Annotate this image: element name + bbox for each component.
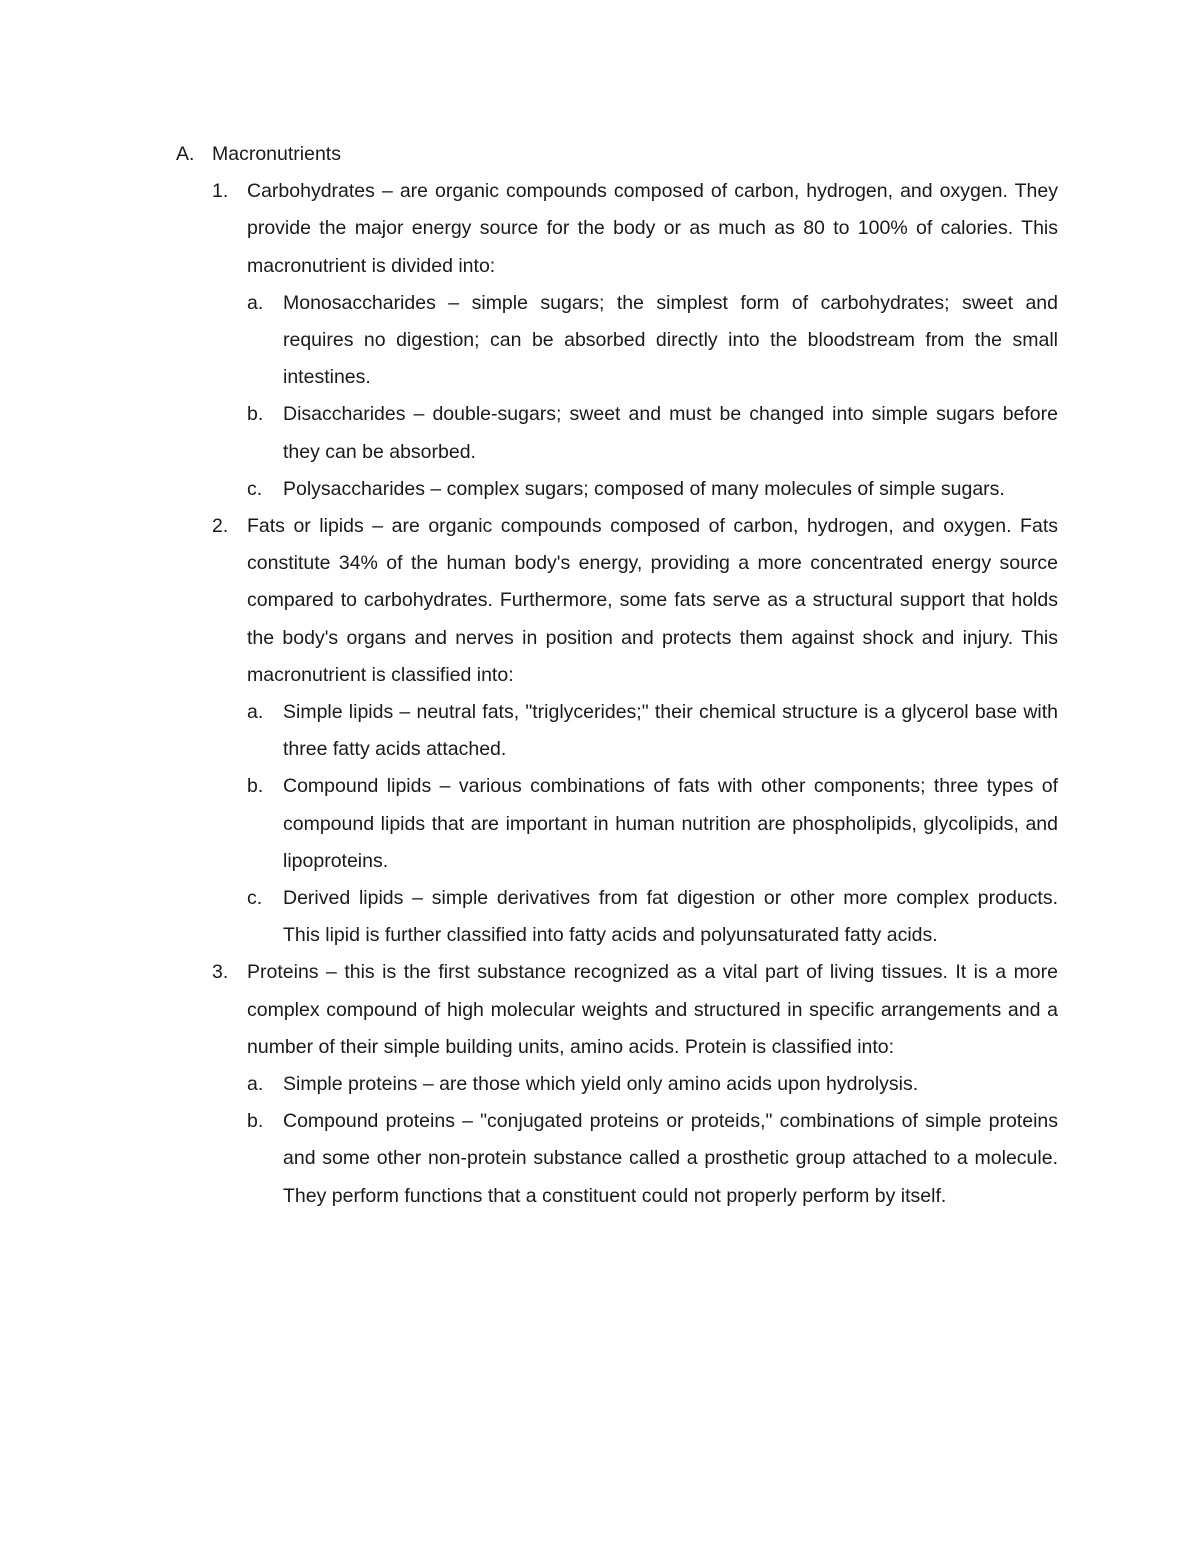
sublist-marker: a. bbox=[247, 701, 264, 724]
section-title: Macronutrients bbox=[212, 143, 341, 165]
list-item-carbohydrates bbox=[176, 173, 1058, 285]
list-item-proteins bbox=[176, 954, 1058, 1066]
sublist-item-simple-lipids bbox=[176, 694, 1058, 768]
sublist-item-text: Compound proteins – "conjugated proteins or proteids," combinations of simple proteins and some other non-protein substance called a prosthetic group attached to a molecule. They perform functions that a constituent could not properly perform by itself. bbox=[283, 1110, 1058, 1207]
list-marker: 2. bbox=[212, 515, 229, 538]
sublist-item-text: Disaccharides – double-sugars; sweet and must be changed into simple sugars before they can be absorbed. bbox=[283, 403, 1058, 463]
sublist-item-text: Simple lipids – neutral fats, "triglycerides;" their chemical structure is a glycerol base with three fatty acids attached. bbox=[283, 701, 1058, 761]
sublist-item-text: Polysaccharides – complex sugars; composed of many molecules of simple sugars. bbox=[283, 477, 1005, 500]
sublist-marker: c. bbox=[247, 477, 263, 500]
list-item-fats bbox=[176, 508, 1058, 694]
sublist-item-simple-proteins bbox=[176, 1066, 1058, 1103]
list-item-text: Fats or lipids – are organic compounds composed of carbon, hydrogen, and oxygen. Fats constitute 34% of the human body's energy, providing a more concentrated energy source compared to carbohydrates. Furthermore, some fats serve as a structural support that holds the body's organs and nerves in position and protects them against shock and injury. This macronutrient is classified into: bbox=[247, 515, 1058, 686]
list-item-text: Proteins – this is the first substance recognized as a vital part of living tissues. It is a more complex compound of high molecular weights and structured in specific arrangements and a number of their simple building units, amino acids. Protein is classified into: bbox=[247, 961, 1058, 1058]
list-marker: 1. bbox=[212, 180, 229, 203]
sublist-marker: b. bbox=[247, 403, 264, 426]
sublist-marker: c. bbox=[247, 887, 263, 910]
sublist-marker: b. bbox=[247, 775, 264, 798]
sublist-item-derived-lipids bbox=[176, 880, 1058, 954]
section-marker: A. bbox=[176, 143, 195, 165]
sublist-item-text: Compound lipids – various combinations of fats with other components; three types of compound lipids that are important in human nutrition are phospholipids, glycolipids, and lipoproteins. bbox=[283, 775, 1058, 872]
sublist-item-compound-lipids bbox=[176, 768, 1058, 880]
sublist-item-monosaccharides bbox=[176, 285, 1058, 397]
sublist-item-text: Derived lipids – simple derivatives from fat digestion or other more complex products. This lipid is further classified into fatty acids and polyunsaturated fatty acids. bbox=[283, 887, 1058, 947]
sublist-item-disaccharides bbox=[176, 396, 1058, 470]
sublist-marker: b. bbox=[247, 1110, 264, 1133]
sublist-item-text: Simple proteins – are those which yield only amino acids upon hydrolysis. bbox=[283, 1073, 919, 1096]
sublist-marker: a. bbox=[247, 1073, 264, 1096]
sublist-item-polysaccharides bbox=[176, 471, 1058, 508]
section-heading bbox=[176, 136, 1058, 173]
sublist-item-text: Monosaccharides – simple sugars; the simplest form of carbohydrates; sweet and requires no digestion; can be absorbed directly into the bloodstream from the small intestines. bbox=[283, 291, 1058, 389]
sublist-marker: a. bbox=[247, 291, 264, 314]
list-marker: 3. bbox=[212, 961, 229, 984]
sublist-item-compound-proteins bbox=[176, 1103, 1058, 1215]
outline-content bbox=[176, 136, 1058, 1215]
list-item-text: Carbohydrates – are organic compounds composed of carbon, hydrogen, and oxygen. They provide the major energy source for the body or as much as 80 to 100% of calories. This macronutrient is divided into: bbox=[247, 180, 1058, 277]
